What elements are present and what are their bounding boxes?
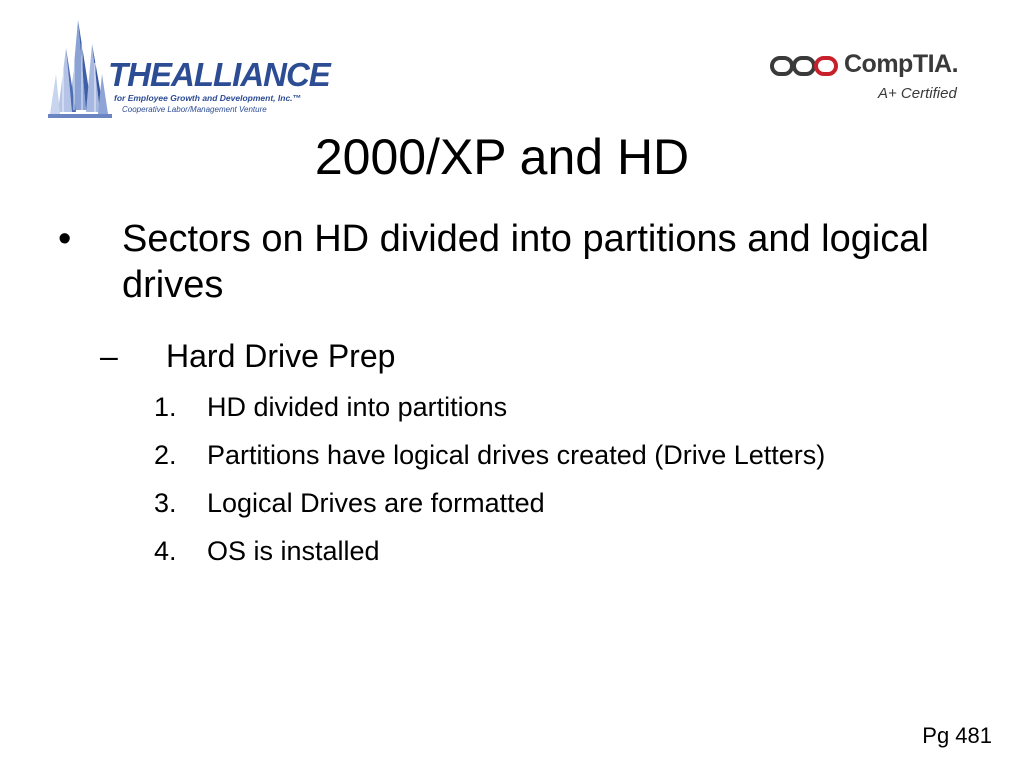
step-text: OS is installed (207, 536, 380, 566)
dash-marker: – (100, 338, 118, 374)
main-bullet (52, 216, 972, 308)
comptia-wordmark: CompTIA. (844, 50, 959, 78)
slide-title: 2000/XP and HD (314, 129, 690, 185)
alliance-wordmark: THEALLIANCE (108, 56, 330, 93)
alliance-tagline: for Employee Growth and Development, Inc.™ (114, 93, 302, 103)
step-number: 2. (154, 440, 177, 470)
list-item (154, 484, 894, 522)
comptia-rings-icon (770, 52, 842, 80)
sub-bullet (100, 336, 395, 376)
step-number: 4. (154, 536, 177, 566)
alliance-subtagline: Cooperative Labor/Management Venture (122, 105, 267, 114)
step-number: 3. (154, 488, 177, 518)
step-text: Logical Drives are formatted (207, 488, 545, 518)
comptia-logo (770, 44, 985, 114)
alliance-logo (48, 18, 330, 128)
step-number: 1. (154, 392, 177, 422)
list-item (154, 532, 894, 570)
bullet-marker: • (58, 218, 72, 260)
prep-steps-list (154, 388, 894, 580)
page-reference: Pg 481 (922, 723, 992, 748)
main-bullet-text: Sectors on HD divided into partitions and logical drives (122, 218, 929, 306)
list-item (154, 436, 894, 474)
list-item (154, 388, 894, 426)
comptia-certification-label: A+ Certified (878, 85, 957, 102)
step-text: HD divided into partitions (207, 392, 508, 422)
sub-bullet-text: Hard Drive Prep (166, 338, 396, 374)
step-text: Partitions have logical drives created (Drive Letters) (207, 440, 826, 470)
